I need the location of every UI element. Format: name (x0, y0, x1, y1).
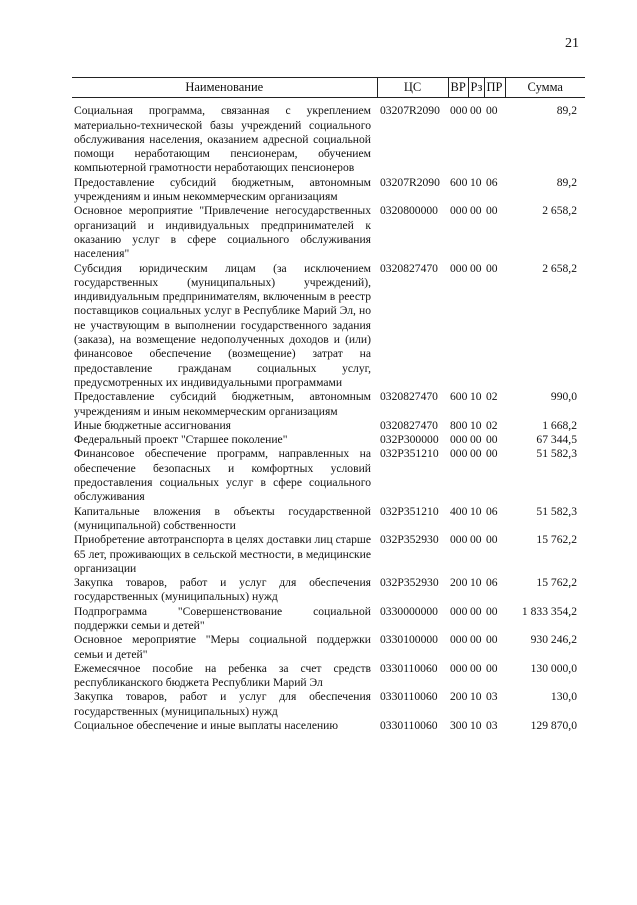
row-pr: 06 (486, 175, 498, 189)
table-row (72, 662, 585, 691)
row-rz: 00 (470, 433, 482, 447)
table-row (72, 98, 585, 176)
row-cs: 03207R2090 (380, 175, 440, 189)
table-row (72, 605, 585, 634)
row-pr: 00 (486, 533, 498, 547)
table-header (72, 78, 585, 98)
row-sum: 990,0 (550, 390, 577, 404)
row-pr: 03 (486, 719, 498, 733)
row-cs: 032P352930 (380, 576, 439, 590)
row-rz: 10 (470, 690, 482, 704)
row-vr: 000 (450, 633, 468, 647)
row-pr: 02 (486, 390, 498, 404)
row-vr: 000 (450, 604, 468, 618)
row-pr: 06 (486, 576, 498, 590)
row-name: Иные бюджетные ассигнования (74, 418, 231, 432)
row-vr: 000 (450, 661, 468, 675)
table-row (72, 262, 585, 391)
header-vr: ВР (448, 78, 468, 98)
row-sum: 130,0 (550, 690, 577, 704)
row-pr: 00 (486, 433, 498, 447)
row-cs: 0330100000 (380, 633, 438, 647)
row-rz: 00 (470, 633, 482, 647)
table-row (72, 176, 585, 205)
row-sum: 2 658,2 (542, 204, 577, 218)
row-sum: 2 658,2 (542, 261, 577, 275)
row-rz: 10 (470, 576, 482, 590)
row-sum: 930 246,2 (530, 633, 577, 647)
row-name: Субсидия юридическим лицам (за исключением государственных (муниципальных) учреждений), индивидуальным предпринимателям, включенным в реестр поставщиков социальных услуг в Республике Марий Эл, но не участвующим в выполнении государственного задания (заказа), на возмещение недополученных доходов и (или) финансовое обеспечение (возмещение) затрат на предоставление гражданам социальных услуг, предусмотренных их индивидуальными программами (74, 261, 371, 389)
row-rz: 10 (470, 418, 482, 432)
header-name: Наименование (72, 78, 377, 98)
row-cs: 0330000000 (380, 604, 438, 618)
table-row (72, 576, 585, 605)
row-name: Социальное обеспечение и иные выплаты населению (74, 719, 339, 733)
row-vr: 000 (450, 104, 468, 118)
row-cs: 0330110060 (380, 690, 438, 704)
row-sum: 129 870,0 (530, 719, 577, 733)
row-sum: 15 762,2 (536, 533, 577, 547)
row-pr: 00 (486, 604, 498, 618)
row-cs: 03207R2090 (380, 104, 440, 118)
row-vr: 200 (450, 576, 468, 590)
row-sum: 67 344,5 (536, 433, 577, 447)
page-number: 21 (565, 36, 579, 51)
row-vr: 600 (450, 175, 468, 189)
row-vr: 600 (450, 390, 468, 404)
row-rz: 00 (470, 104, 482, 118)
row-pr: 00 (486, 204, 498, 218)
table-row (72, 419, 585, 433)
row-vr: 200 (450, 690, 468, 704)
row-cs: 0320827470 (380, 390, 438, 404)
row-pr: 00 (486, 104, 498, 118)
row-rz: 00 (470, 604, 482, 618)
header-pr: ПР (484, 78, 505, 98)
row-pr: 02 (486, 418, 498, 432)
row-rz: 10 (470, 504, 482, 518)
row-name: Предоставление субсидий бюджетным, автономным учреждениям и иным некоммерческим организациям (74, 390, 371, 418)
row-name: Закупка товаров, работ и услуг для обеспечения государственных (муниципальных) нужд (74, 690, 371, 718)
row-sum: 130 000,0 (530, 661, 577, 675)
row-vr: 000 (450, 204, 468, 218)
row-pr: 00 (486, 447, 498, 461)
row-sum: 1 833 354,2 (521, 604, 577, 618)
row-name: Закупка товаров, работ и услуг для обеспечения государственных (муниципальных) нужд (74, 576, 371, 604)
table-row (72, 533, 585, 576)
row-pr: 00 (486, 661, 498, 675)
row-cs: 032P351210 (380, 504, 439, 518)
row-pr: 00 (486, 261, 498, 275)
table-row (72, 433, 585, 447)
row-vr: 800 (450, 418, 468, 432)
row-name: Ежемесячное пособие на ребенка за счет средств республиканского бюджета Республики Марий Эл (74, 661, 371, 690)
row-cs: 0320800000 (380, 204, 438, 218)
row-vr: 400 (450, 504, 468, 518)
row-rz: 00 (470, 533, 482, 547)
row-vr: 000 (450, 447, 468, 461)
row-cs: 032P300000 (380, 433, 439, 447)
row-vr: 000 (450, 433, 468, 447)
row-rz: 10 (470, 390, 482, 404)
row-pr: 06 (486, 504, 498, 518)
row-pr: 00 (486, 633, 498, 647)
table-row (72, 447, 585, 504)
row-sum: 51 582,3 (536, 504, 577, 518)
row-sum: 51 582,3 (536, 447, 577, 461)
row-pr: 03 (486, 690, 498, 704)
row-vr: 000 (450, 533, 468, 547)
row-cs: 0330110060 (380, 719, 438, 733)
table-row (72, 390, 585, 419)
row-rz: 00 (470, 661, 482, 675)
header-rz: Рз (468, 78, 484, 98)
table-row (72, 633, 585, 662)
row-sum: 89,2 (556, 175, 577, 189)
row-rz: 00 (470, 447, 482, 461)
row-name: Социальная программа, связанная с укреплением материально-технической базы учреждений социального обслуживания населения, оказанием адресной социальной помощи неработающим пенсионерам, обучением компьютерной грамотности неработающих пенсионеров (74, 104, 371, 175)
table-row (72, 690, 585, 719)
row-rz: 10 (470, 719, 482, 733)
row-name: Федеральный проект "Старшее поколение" (74, 433, 288, 447)
table-row (72, 204, 585, 261)
row-vr: 300 (450, 719, 468, 733)
row-rz: 00 (470, 204, 482, 218)
row-cs: 032P352930 (380, 533, 439, 547)
row-cs: 032P351210 (380, 447, 439, 461)
table-row (72, 505, 585, 534)
row-name: Приобретение автотранспорта в целях доставки лиц старше 65 лет, проживающих в сельской местности, в медицинские организации (74, 533, 371, 575)
row-rz: 00 (470, 261, 482, 275)
row-sum: 1 668,2 (542, 418, 577, 432)
row-cs: 0320827470 (380, 261, 438, 275)
header-sum: Сумма (505, 78, 585, 98)
row-sum: 15 762,2 (536, 576, 577, 590)
table-row (72, 719, 585, 733)
row-rz: 10 (470, 175, 482, 189)
row-name: Предоставление субсидий бюджетным, автономным учреждениям и иным некоммерческим организациям (74, 175, 371, 204)
row-name: Капитальные вложения в объекты государственной (муниципальной) собственности (74, 504, 371, 532)
row-name: Подпрограмма "Совершенствование социальной поддержки семьи и детей" (74, 604, 371, 632)
row-name: Основное мероприятие "Привлечение негосударственных организаций и индивидуальных предпринимателей к оказанию услуг в сфере социального обслуживания населения" (74, 204, 371, 261)
header-cs: ЦС (377, 78, 448, 98)
row-name: Финансовое обеспечение программ, направленных на обеспечение безопасных и комфортных условий предоставления социальных услуг в сфере социального обслуживания (74, 447, 371, 504)
row-cs: 0320827470 (380, 418, 438, 432)
row-vr: 000 (450, 261, 468, 275)
row-sum: 89,2 (556, 104, 577, 118)
row-cs: 0330110060 (380, 661, 438, 675)
table-body (72, 98, 585, 734)
row-name: Основное мероприятие "Меры социальной поддержки семьи и детей" (74, 633, 371, 661)
budget-table (72, 77, 585, 733)
